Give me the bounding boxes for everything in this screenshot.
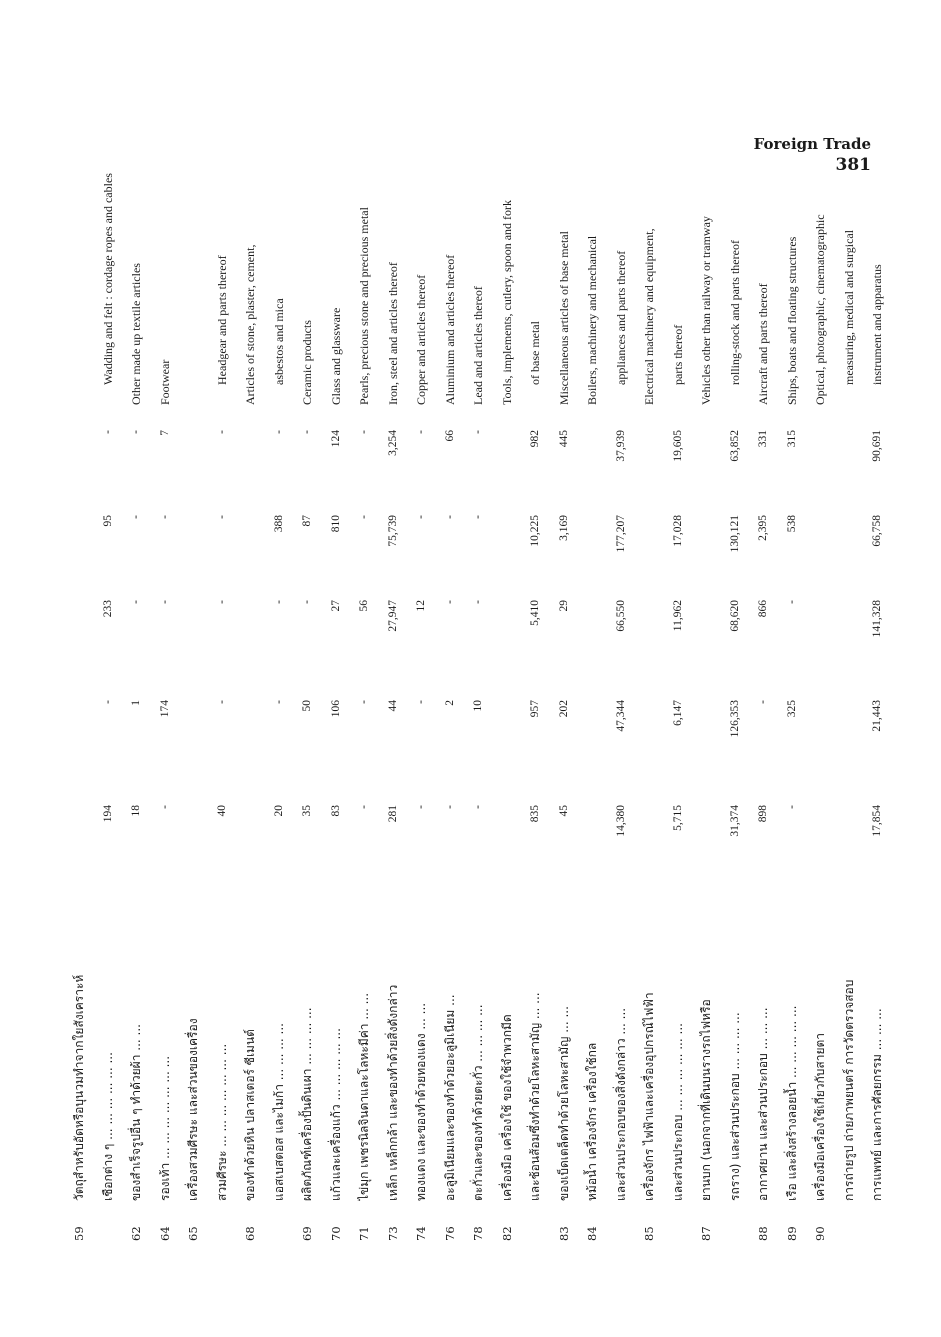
value-col-1: 35 [301, 805, 313, 817]
section-title: Foreign Trade [753, 135, 871, 153]
heading-number: 73 [385, 1226, 400, 1241]
value-col-3: 12 [415, 600, 427, 612]
thai-description: การแพทย์ และการศัลยกรรม ... ... ... [870, 1008, 884, 1201]
heading-number: 62 [129, 1226, 143, 1241]
english-description: rolling-stock and parts thereof [727, 240, 742, 385]
thai-description: หม้อน้ำ เครื่องจักร เครื่องใช้กล [585, 1042, 599, 1201]
table-row [407, 165, 436, 1245]
value-col-4: - [358, 515, 370, 519]
heading-number: 68 [243, 1226, 257, 1241]
value-col-1: 31,374 [728, 805, 741, 837]
english-description: measuring, medical and surgical [841, 229, 856, 385]
heading-number: 64 [157, 1226, 172, 1241]
thai-description: รองเท้า ... ... ... ... ... ... ... [157, 1055, 172, 1201]
value-col-2: - [415, 700, 427, 704]
value-col-5: 37,939 [614, 430, 627, 462]
value-col-1: 83 [329, 805, 342, 817]
table-row [521, 165, 550, 1245]
value-col-1: 17,854 [871, 805, 883, 837]
value-col-3: 141,328 [871, 600, 883, 638]
heading-number: 90 [813, 1226, 827, 1241]
english-description: Pearls, precious stone and precious metal [357, 207, 371, 405]
value-col-2: 47,344 [614, 700, 627, 732]
thai-description: และช้อนส้อมซึ่งทำด้วยโลหะสามัญ ... ... [528, 992, 542, 1201]
value-col-2: - [215, 700, 228, 704]
thai-description: ยานบก (นอกจากที่เดินบนรางรถไฟหรือ [699, 999, 713, 1201]
english-description: Aircraft and parts thereof [756, 283, 770, 405]
value-col-5: 66 [443, 430, 456, 442]
thai-description: รถราง) และส่วนประกอบ ... ... ... ... [727, 1012, 742, 1201]
english-description: Optical, photographic, cinematographic [813, 214, 827, 405]
value-col-2: 44 [386, 700, 399, 712]
table-row [578, 165, 607, 1245]
table-row [208, 165, 237, 1245]
value-col-4: 130,121 [728, 515, 741, 553]
value-col-3: - [215, 600, 228, 604]
value-col-4: 810 [329, 515, 342, 533]
heading-number: 71 [357, 1226, 371, 1241]
english-description: appliances and parts thereof [613, 250, 628, 385]
heading-number: 69 [300, 1226, 314, 1241]
value-col-2: 174 [158, 700, 171, 718]
english-description: Other made up textile articles [129, 263, 143, 405]
heading-number: 59 [72, 1226, 86, 1241]
value-col-3: 5,410 [529, 600, 541, 626]
english-description: Copper and articles thereof [414, 274, 428, 405]
value-col-1: 14,380 [614, 805, 627, 837]
value-col-4: 2,395 [757, 515, 769, 541]
value-col-3: - [472, 600, 484, 604]
table-row [806, 165, 835, 1245]
value-col-1: 40 [215, 805, 228, 817]
value-col-5: - [272, 430, 285, 434]
thai-description: แก้วและเครื่องแก้ว ... ... ... ... ... [328, 1028, 343, 1201]
value-col-2: 126,353 [728, 700, 741, 738]
value-col-4: 3,169 [557, 515, 570, 541]
thai-description: เครื่องมือ เครื่องใช้ ของใช้จำพวกมีด [499, 1014, 514, 1201]
heading-number: 89 [784, 1226, 799, 1241]
thai-description: เครื่องมือเครื่องใช้เกี่ยวกับสายตา [813, 1032, 827, 1201]
value-col-5: 315 [785, 430, 798, 448]
value-col-1: 194 [101, 805, 114, 823]
heading-number: 88 [756, 1226, 770, 1241]
value-col-3: - [158, 600, 171, 604]
value-col-2: 10 [472, 700, 484, 712]
thai-description: และส่วนประกอบ ... ... ... ... ... ... [670, 1023, 685, 1201]
table-row [94, 165, 123, 1245]
value-col-2: 1 [130, 700, 142, 706]
value-col-5: 90,691 [871, 430, 883, 462]
value-col-3: - [301, 600, 313, 604]
value-col-3: - [443, 600, 456, 604]
english-description: Tools, implements, cutlery, spoon and fork [499, 199, 514, 405]
value-col-1: 835 [529, 805, 541, 823]
heading-number: 85 [642, 1226, 656, 1241]
table-row [151, 165, 180, 1245]
thai-description: แอสเบสตอส และไมก้า ... ... ... ... [271, 1023, 286, 1201]
thai-description: เชือกต่าง ๆ ... ... ... ... ... ... [100, 1052, 115, 1201]
table-row [436, 165, 465, 1245]
value-col-2: 50 [301, 700, 313, 712]
value-col-1: - [415, 805, 427, 809]
value-col-3: 56 [358, 600, 370, 612]
table-row [293, 165, 322, 1245]
thai-description: ผลิตภัณฑ์เครื่องปั้นดินเผา ... ... ... ... [300, 1007, 314, 1201]
thai-description: การถ่ายรูป ถ่ายภาพยนตร์ การวัดตรวจสอบ [841, 979, 856, 1201]
value-col-3: - [785, 600, 798, 604]
table-row [322, 165, 351, 1245]
thai-description: ของเบ็ดเตล็ดทำด้วยโลหะสามัญ ... ... [556, 1006, 571, 1201]
value-col-2: 325 [785, 700, 798, 718]
value-col-3: 66,550 [614, 600, 627, 632]
heading-number: 84 [585, 1226, 599, 1241]
english-description: parts thereof [670, 324, 685, 385]
value-col-5: - [358, 430, 370, 434]
value-col-1: - [443, 805, 456, 809]
value-col-2: - [358, 700, 370, 704]
table-row [122, 165, 151, 1245]
value-col-3: 27,947 [386, 600, 399, 632]
value-col-3: 866 [757, 600, 769, 618]
value-col-2: 6,147 [671, 700, 684, 726]
value-col-2: - [757, 700, 769, 704]
value-col-2: - [272, 700, 285, 704]
value-col-5: 331 [757, 430, 769, 448]
english-description: Ceramic products [300, 320, 314, 405]
value-col-4: 66,758 [871, 515, 883, 547]
english-description: Headgear and parts thereof [214, 255, 229, 385]
english-description: instrument and apparatus [870, 264, 884, 385]
value-col-2: - [101, 700, 114, 704]
table-row [607, 165, 636, 1245]
value-col-5: - [301, 430, 313, 434]
value-col-1: - [472, 805, 484, 809]
thai-description: อากาศยาน และส่วนประกอบ ... ... ... [756, 1007, 770, 1201]
table-row [635, 165, 664, 1245]
heading-number: 83 [556, 1226, 571, 1241]
table-row [749, 165, 778, 1245]
thai-description: อะลูมิเนียมและของทำด้วยอะลูมิเนียม ... [442, 994, 457, 1201]
value-col-1: 898 [757, 805, 769, 823]
page-number: 381 [835, 155, 871, 175]
value-col-1: 45 [557, 805, 570, 817]
value-col-4: - [415, 515, 427, 519]
table-row [350, 165, 379, 1245]
value-col-5: 7 [158, 430, 171, 436]
value-col-5: 3,254 [386, 430, 399, 456]
table-row [664, 165, 693, 1245]
table-row [493, 165, 522, 1245]
table-row [778, 165, 807, 1245]
value-col-4: 10,225 [529, 515, 541, 547]
value-col-3: 27 [329, 600, 342, 612]
value-col-4: 538 [785, 515, 798, 533]
value-col-4: - [472, 515, 484, 519]
english-description: Wadding and felt : cordage ropes and cables [100, 173, 115, 385]
thai-description: เหล็ก เหล็กกล้า และของทำด้วยสิ่งดังกล่าว [385, 984, 400, 1201]
thai-description: วัตถุสำหรับอัดหรือบุนวมทำจากใยสังเคราะห์ [72, 974, 86, 1201]
thai-description: ทองแดง และของทำด้วยทองแดง ... ... [414, 1002, 428, 1201]
thai-description: ของทำด้วยหิน ปลาสเตอร์ ซีเมนต์ [243, 1029, 257, 1201]
value-col-5: 124 [329, 430, 342, 448]
table-row [863, 165, 892, 1245]
value-col-1: - [358, 805, 370, 809]
english-description: Electrical machinery and equipment, [642, 228, 656, 405]
english-description: Vehicles other than railway or tramway [699, 216, 713, 405]
english-description: Footwear [157, 359, 172, 405]
english-description: Miscellaneous articles of base metal [556, 231, 571, 405]
value-col-2: 957 [529, 700, 541, 718]
table-row [721, 165, 750, 1245]
thai-description: เครื่องสวมศีรษะ และส่วนของเครื่อง [186, 1018, 200, 1201]
value-col-3: 29 [557, 600, 570, 612]
value-col-4: - [130, 515, 142, 519]
table-row [379, 165, 408, 1245]
table-row [692, 165, 721, 1245]
value-col-1: 20 [272, 805, 285, 817]
english-description: Aluminium and articles thereof [442, 254, 457, 405]
value-col-2: 2 [443, 700, 456, 706]
table-row [550, 165, 579, 1245]
table-row [835, 165, 864, 1245]
value-col-4: 87 [301, 515, 313, 527]
thai-description: และส่วนประกอบของสิ่งดังกล่าว ... ... [613, 1007, 628, 1201]
thai-description: สวมศีรษะ ... ... ... ... ... ... ... [214, 1043, 229, 1201]
heading-number: 70 [328, 1226, 343, 1241]
value-col-3: - [130, 600, 142, 604]
value-col-5: 63,852 [728, 430, 741, 462]
value-col-5: - [472, 430, 484, 434]
value-col-2: 202 [557, 700, 570, 718]
value-col-4: 17,028 [671, 515, 684, 547]
table-row [65, 165, 94, 1245]
english-description: Glass and glassware [328, 307, 343, 405]
value-col-1: - [158, 805, 171, 809]
english-description: Ships, boats and floating structures [784, 236, 799, 405]
value-col-3: 68,620 [728, 600, 741, 632]
value-col-5: - [415, 430, 427, 434]
value-col-3: 11,962 [671, 600, 684, 632]
value-col-1: 18 [130, 805, 142, 817]
value-col-5: - [101, 430, 114, 434]
value-col-5: 445 [557, 430, 570, 448]
value-col-5: 982 [529, 430, 541, 448]
heading-number: 74 [414, 1226, 428, 1241]
value-col-4: 95 [101, 515, 114, 527]
value-col-5: 19,605 [671, 430, 684, 462]
value-col-3: - [272, 600, 285, 604]
heading-number: 65 [186, 1226, 200, 1241]
thai-description: ไข่มุก เพชรนิลจินดาและโลหะมีค่า ... ... [357, 992, 371, 1201]
value-col-2: 21,443 [871, 700, 883, 732]
heading-number: 82 [499, 1226, 514, 1241]
heading-number: 78 [471, 1226, 485, 1241]
value-col-3: 233 [101, 600, 114, 618]
heading-number: 87 [699, 1226, 713, 1241]
value-col-1: 5,715 [671, 805, 684, 831]
value-col-4: - [443, 515, 456, 519]
trade-table [65, 165, 884, 1245]
thai-description: เรือ และสิ่งสร้างลอยน้ำ ... ... ... ... ... [784, 1005, 799, 1201]
value-col-4: 177,207 [614, 515, 627, 553]
table-row [265, 165, 294, 1245]
value-col-4: 75,739 [386, 515, 399, 547]
thai-description: เครื่องจักร ไฟฟ้าและเครื่องอุปกรณ์ไฟฟ้า [642, 992, 656, 1201]
value-col-4: 388 [272, 515, 285, 533]
thai-description: ตะกั่วและของทำด้วยตะกั่ว ... ... ... ... [471, 1004, 485, 1201]
english-description: Boilers, machinery and mechanical [585, 235, 599, 405]
table-row [236, 165, 265, 1245]
value-col-5: - [130, 430, 142, 434]
english-description: asbestos and mica [271, 298, 286, 385]
value-col-2: 106 [329, 700, 342, 718]
value-col-1: 281 [386, 805, 399, 823]
table-row [464, 165, 493, 1245]
thai-description: ของสำเร็จรูปอื่น ๆ ทำด้วยผ้า ... ... [129, 1024, 143, 1201]
english-description: Articles of stone, plaster, cement, [243, 244, 257, 405]
value-col-4: - [215, 515, 228, 519]
english-description: of base metal [528, 321, 542, 385]
table-row [179, 165, 208, 1245]
value-col-4: - [158, 515, 171, 519]
english-description: Iron, steel and articles thereof [385, 262, 400, 405]
english-description: Lead and articles thereof [471, 286, 485, 405]
value-col-1: - [785, 805, 798, 809]
heading-number: 76 [442, 1226, 457, 1241]
value-col-5: - [215, 430, 228, 434]
